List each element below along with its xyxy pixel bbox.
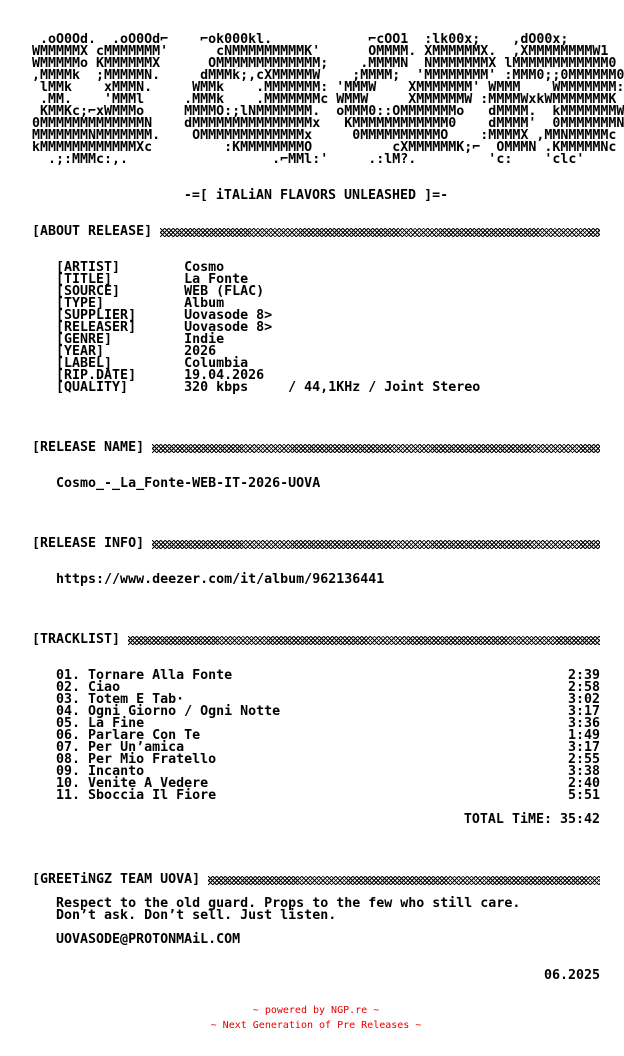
release-field-value: La Fonte xyxy=(184,272,249,287)
release-field-row xyxy=(32,346,600,358)
release-field-row xyxy=(32,262,600,274)
spacer xyxy=(32,586,600,634)
spacer xyxy=(32,490,600,538)
section-label-release-info: [RELEASE INFO] xyxy=(32,536,145,551)
track-title: Parlare Con Te xyxy=(88,728,201,743)
track-title: Totem E Tab· xyxy=(88,692,185,707)
release-name-value: Cosmo_-_La_Fonte-WEB-IT-2026-UOVA xyxy=(56,476,321,491)
release-fields-block xyxy=(32,262,600,394)
ascii-logo-line: MMMMMMMNMMMMMMM. OMMMMMMMMMMMMMx 0MMMMMMMMMMO :MMMMX ,MMNMMMMMc xyxy=(32,128,617,143)
ascii-logo-uova xyxy=(32,32,624,167)
track-number: 02. xyxy=(56,680,81,695)
release-field-label: [SOURCE] xyxy=(56,284,121,299)
section-header-tracklist xyxy=(32,634,600,646)
release-field-value: Columbia xyxy=(184,356,249,371)
track-title: Ogni Giorno / Ogni Notte xyxy=(88,704,281,719)
track-title: Sboccia Il Fiore xyxy=(88,788,217,803)
track-title: Venite A Vedere xyxy=(88,776,209,791)
release-field-label: [ARTIST] xyxy=(56,260,121,275)
release-field-label: [SUPPLIER] xyxy=(56,308,137,323)
ascii-logo-line: .MM. 'MMMl .MMMk .MMMMMMMc WMMW XMMMMMMW :MMMMWxkWMMMMMMMK xyxy=(32,92,617,107)
release-field-label: [TITLE] xyxy=(56,272,113,287)
track-title: Per Mio Fratello xyxy=(88,752,217,767)
track-number: 09. xyxy=(56,764,81,779)
release-field-row xyxy=(32,382,600,394)
ascii-logo-line: lMMk xMMMN. WMMk .MMMMMMM: 'MMMW XMMMMMMM' WMMM WMMMMMMM: xyxy=(32,80,624,95)
ascii-logo-line: .oO0Od. .oO0Od⌐ ⌐ok000kl. ⌐cOO1 :lk00x; ,dO00x; xyxy=(32,32,569,47)
spacer xyxy=(32,454,600,478)
release-field-value: 19.04.2026 xyxy=(184,368,265,383)
release-field-row xyxy=(32,286,600,298)
track-number: 10. xyxy=(56,776,81,791)
track-duration: 3:36 xyxy=(567,716,600,731)
release-field-label: [GENRE] xyxy=(56,332,113,347)
greetings-line: Respect to the old guard. Props to the few who still care. xyxy=(56,896,521,911)
spacer xyxy=(32,394,600,442)
section-label-about-release: [ABOUT RELEASE] xyxy=(32,224,153,239)
release-field-row xyxy=(32,322,600,334)
slogan: -=[ iTALiAN FLAVORS UNLEASHED ]=- xyxy=(183,188,449,203)
track-duration: 2:40 xyxy=(567,776,600,791)
section-label-release-name: [RELEASE NAME] xyxy=(32,440,145,455)
track-duration: 1:49 xyxy=(567,728,600,743)
track-number: 01. xyxy=(56,668,81,683)
spacer xyxy=(32,202,600,226)
section-header-greetingz xyxy=(32,874,600,886)
section-label-tracklist: [TRACKLIST] xyxy=(32,632,121,647)
release-field-label: [RIP.DATE] xyxy=(56,368,137,383)
release-field-value: Album xyxy=(184,296,225,311)
release-field-value: 320 kbps / 44,1KHz / Joint Stereo xyxy=(184,380,481,395)
track-duration: 2:58 xyxy=(567,680,600,695)
hatch-bar xyxy=(160,228,600,237)
total-time-value: 35:42 xyxy=(559,812,600,827)
release-field-value: Cosmo xyxy=(184,260,225,275)
release-field-label: [YEAR] xyxy=(56,344,105,359)
release-field-value: Indie xyxy=(184,332,225,347)
track-number: 11. xyxy=(56,788,81,803)
track-duration: 5:51 xyxy=(567,788,600,803)
release-field-label: [QUALITY] xyxy=(56,380,129,395)
spacer xyxy=(32,166,600,190)
release-field-label: [RELEASER] xyxy=(56,320,137,335)
track-duration: 3:02 xyxy=(567,692,600,707)
section-header-release-name xyxy=(32,442,600,454)
ascii-logo-line: .;:MMMc:,. .⌐MMl:' .:lM?. 'c: 'clc' xyxy=(32,152,585,167)
track-title: Per Un’amica xyxy=(88,740,185,755)
release-field-label: [LABEL] xyxy=(56,356,113,371)
track-title: Ciao xyxy=(88,680,121,695)
track-number: 06. xyxy=(56,728,81,743)
release-field-row xyxy=(32,334,600,346)
track-title: Incanto xyxy=(88,764,145,779)
track-duration: 2:39 xyxy=(567,668,600,683)
track-title-group xyxy=(56,670,232,682)
footer-tagline: ~ Next Generation of Pre Releases ~ xyxy=(210,1020,422,1031)
spacer xyxy=(32,550,600,574)
track-title: Tornare Alla Fonte xyxy=(88,668,233,683)
ascii-logo-line: kMMMMMMMMMMMMXc :KMMMMMMMMO cXMMMMMMK;⌐ OMMMN .KMMMMMNc xyxy=(32,140,617,155)
release-field-value: 2026 xyxy=(184,344,217,359)
track-number: 04. xyxy=(56,704,81,719)
release-field-value: Uovasode 8> xyxy=(184,308,273,323)
release-field-value: Uovasode 8> xyxy=(184,320,273,335)
ascii-logo-line: WMMMMMX cMMMMMMM' cNMMMMMMMMMK' OMMMM. XMMMMMMX. ,XMMMMMMMMW1 xyxy=(32,44,609,59)
footer-powered-by: ~ powered by NGP.re ~ xyxy=(252,1005,380,1016)
track-duration: 3:17 xyxy=(567,740,600,755)
release-field-label: [TYPE] xyxy=(56,296,105,311)
contact-email: UOVASODE@PROTONMAiL.COM xyxy=(56,932,241,947)
release-info-url: https://www.deezer.com/it/album/962136441 xyxy=(56,572,385,587)
track-duration: 2:55 xyxy=(567,752,600,767)
track-row xyxy=(32,790,600,802)
section-label-greetingz: [GREETiNGZ TEAM UOVA] xyxy=(32,872,201,887)
track-title-group xyxy=(56,790,216,802)
ascii-logo-line: 0MMMMMMMMMMMMMN dMMMMMMMMMMMMMMMx KMMMMMMMMMMMM0 dMMMM' 0MMMMMMMN xyxy=(32,116,624,131)
release-field-value: WEB (FLAC) xyxy=(184,284,265,299)
greetings-block xyxy=(32,898,600,922)
footer-date: 06.2025 xyxy=(543,968,600,983)
hatch-bar xyxy=(128,636,600,645)
total-time-row xyxy=(32,814,600,826)
total-time-label: TOTAL TiME: xyxy=(463,812,552,827)
track-number: 03. xyxy=(56,692,81,707)
hatch-bar xyxy=(208,876,600,885)
track-duration: 3:17 xyxy=(567,704,600,719)
spacer xyxy=(32,946,600,970)
ascii-logo-line: ,MMMMk ;MMMMMN. dMMMk;,cXMMMMMW ;MMMM; 'MMMMMMMM' :MMM0;;0MMMMMM0 xyxy=(32,68,624,83)
spacer xyxy=(32,982,600,1003)
spacer xyxy=(32,826,600,874)
hatch-bar xyxy=(152,444,600,453)
track-number: 05. xyxy=(56,716,81,731)
ascii-logo-line: KMMKc;⌐xWMMMo MMMMO:;lNMMMMMMM. oMMM0::OMMMMMMMo dMMMM. kMMMMMMMW xyxy=(32,104,624,119)
section-header-release-info xyxy=(32,538,600,550)
spacer xyxy=(32,238,600,262)
track-title: La Fine xyxy=(88,716,145,731)
spacer xyxy=(32,646,600,670)
track-duration: 3:38 xyxy=(567,764,600,779)
tracklist-block xyxy=(32,670,600,802)
ascii-logo-line: WMMMMMo KMMMMMMX OMMMMMMMMMMMMM; .MMMMN NMMMMMMMX lMMMMMMMMMMMM0 xyxy=(32,56,617,71)
greetings-line: Don’t ask. Don’t sell. Just listen. xyxy=(56,908,337,923)
track-number: 08. xyxy=(56,752,81,767)
section-header-about-release xyxy=(32,226,600,238)
track-number: 07. xyxy=(56,740,81,755)
hatch-bar xyxy=(152,540,600,549)
